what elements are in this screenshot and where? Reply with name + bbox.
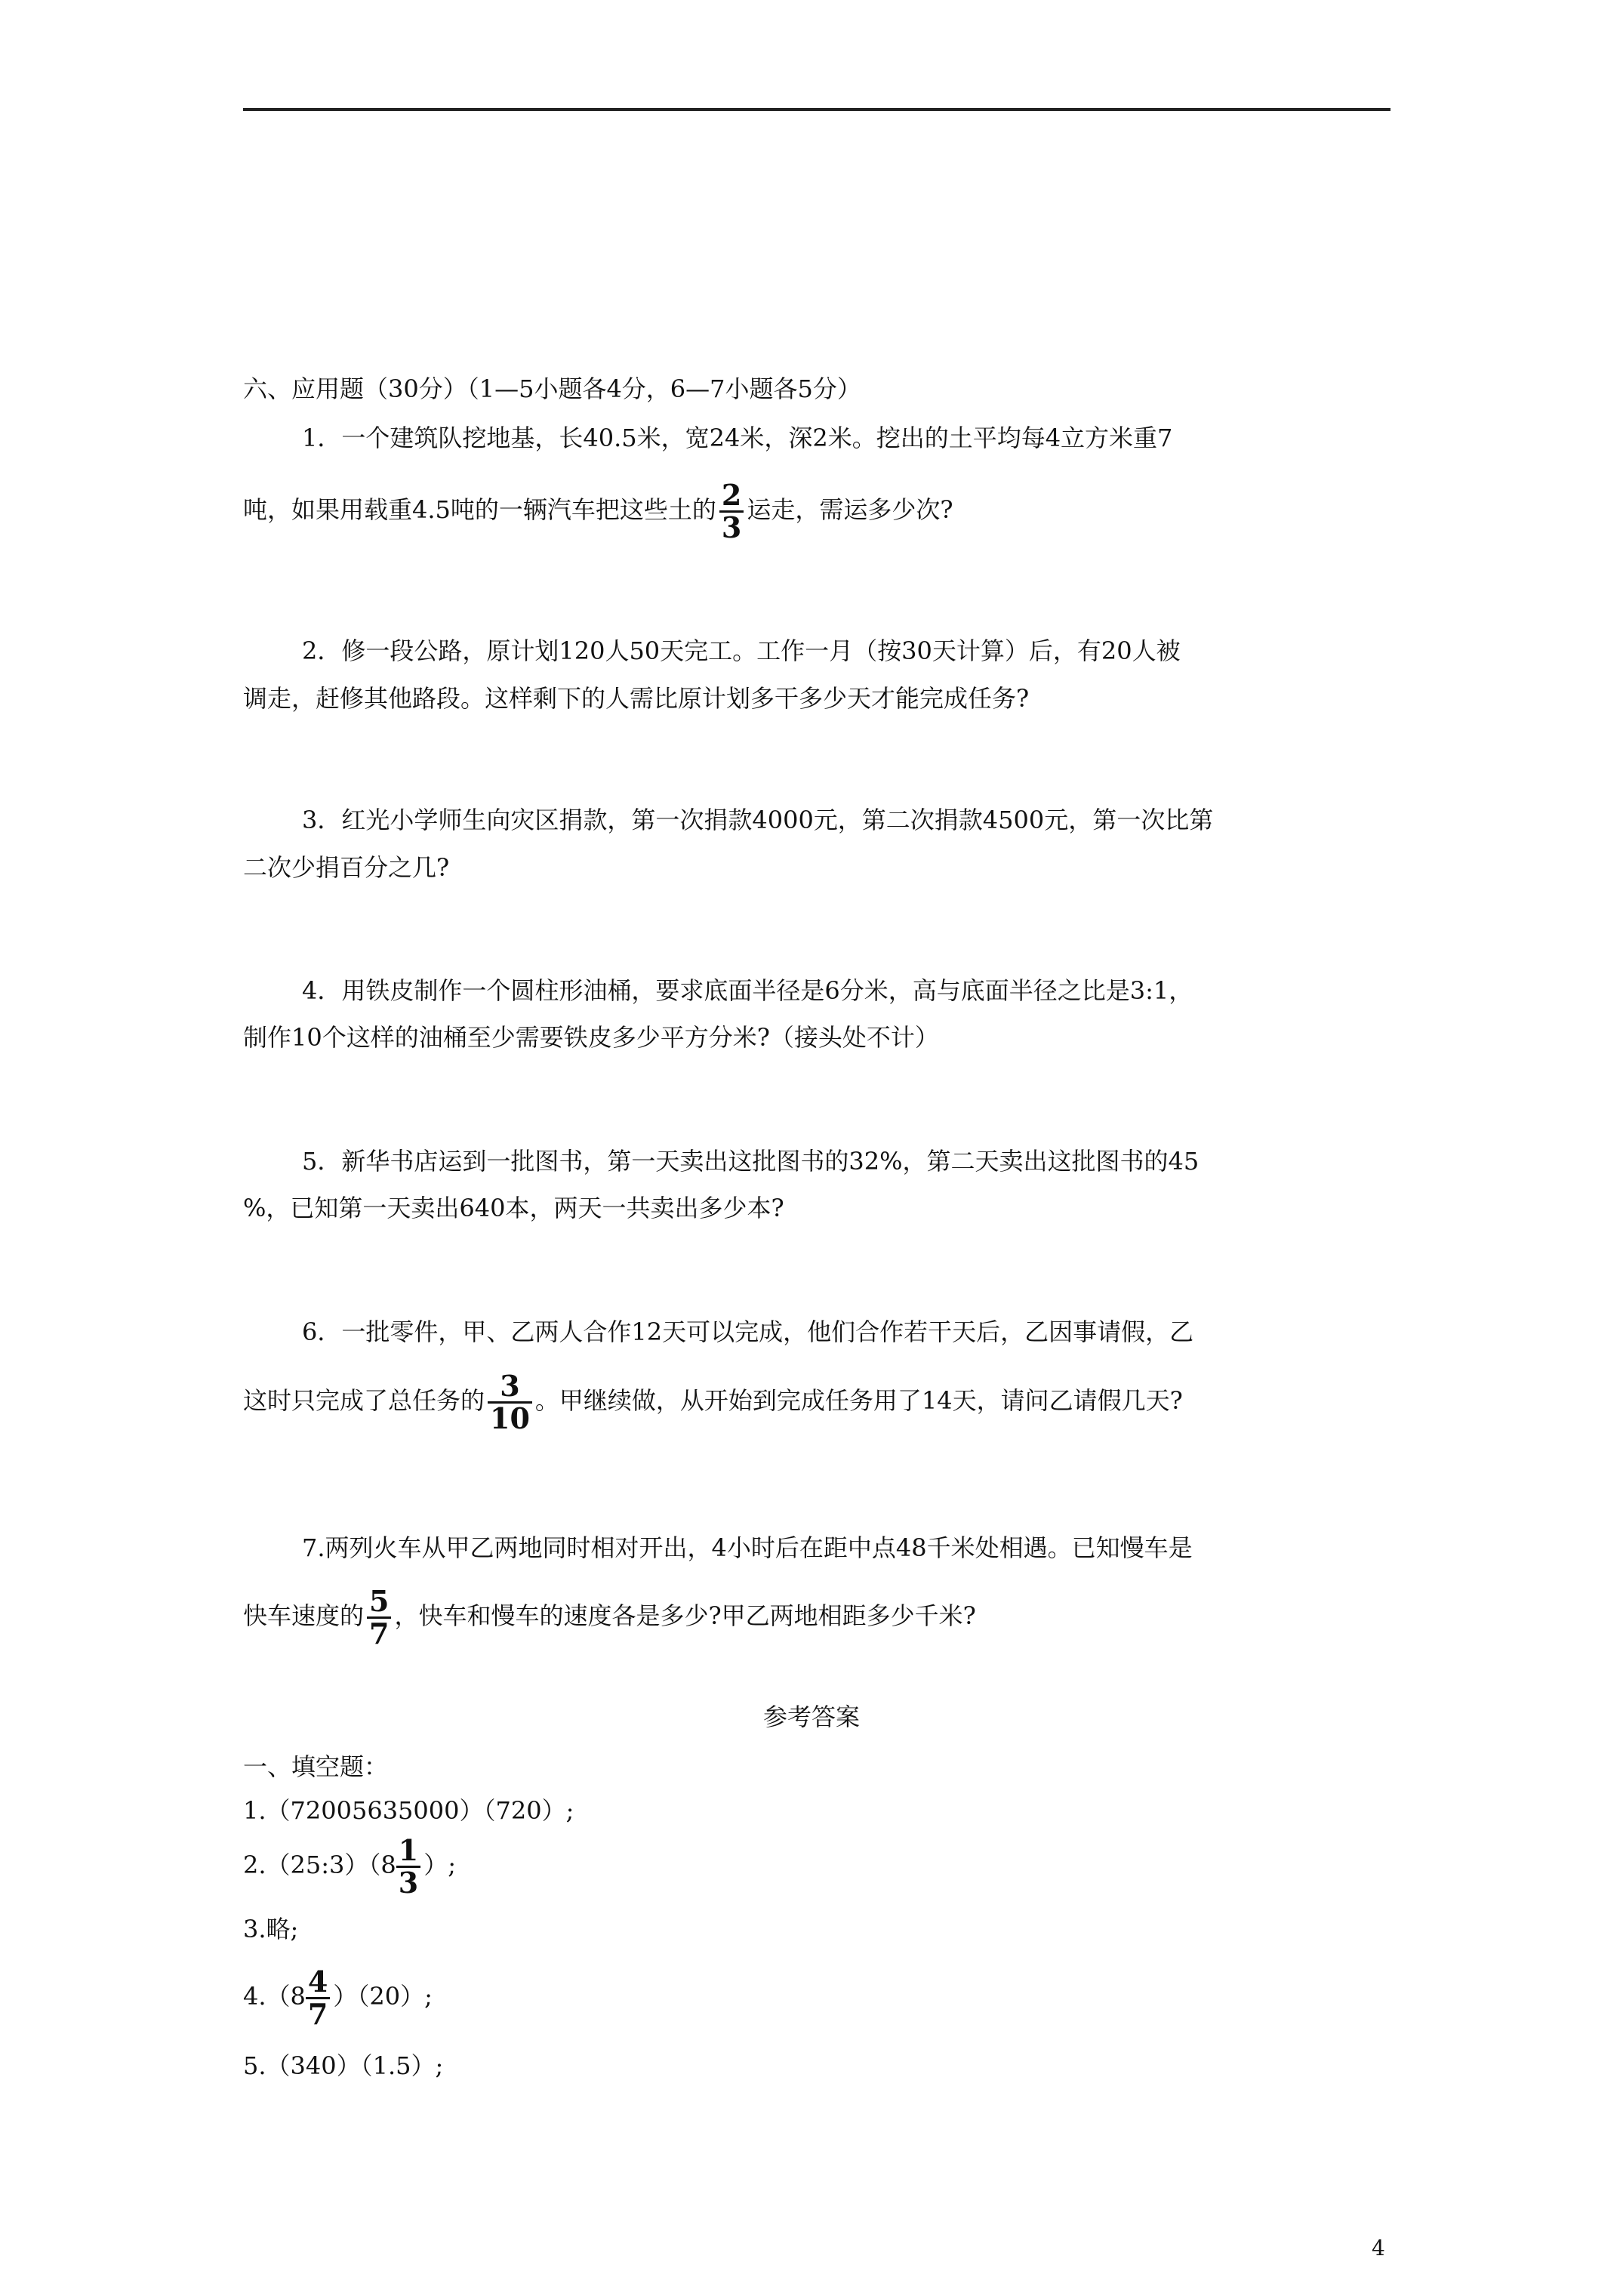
problem-7-line-2	[243, 1578, 976, 1653]
section-heading: 六、应用题（30分）（1—5小题各4分，6—7小题各5分）	[243, 374, 861, 403]
problem-4-line-1: 4．用铁皮制作一个圆柱形油桶，要求底面半径是6分米，高与底面半径之比是3:1，	[302, 976, 1193, 1005]
problem-1-text-end: 运走，需运多少次?	[747, 495, 953, 524]
problem-6-text: 这时只完成了总任务的	[243, 1386, 485, 1415]
answer-2-text-end: ）;	[423, 1851, 457, 1879]
answer-4-text: 4.（8	[243, 1982, 306, 2011]
problem-6-text-end: 。甲继续做，从开始到完成任务用了14天，请问乙请假几天?	[534, 1386, 1183, 1415]
fraction	[719, 480, 744, 543]
fraction	[396, 1835, 420, 1898]
answer-4-text-end: ）（20）;	[333, 1982, 433, 2011]
page-number: 4	[1372, 2236, 1385, 2261]
fraction-numerator: 5	[369, 1584, 390, 1618]
fraction	[367, 1586, 391, 1649]
problem-2-line-2: 调走，赶修其他路段。这样剩下的人需比原计划多干多少天才能完成任务?	[243, 684, 1030, 713]
fraction-denominator: 3	[721, 510, 742, 544]
fraction	[488, 1371, 532, 1434]
answer-2-text: 2.（25:3）（8	[243, 1851, 396, 1879]
fraction-denominator: 7	[307, 1997, 328, 2031]
answer-5: 5.（340）（1.5）;	[243, 2051, 444, 2080]
problem-1-line-2	[243, 472, 953, 547]
problem-1-text: 吨，如果用载重4.5吨的一辆汽车把这些土的	[243, 495, 716, 524]
fraction-numerator: 3	[500, 1369, 520, 1403]
problem-3-line-2: 二次少捐百分之几?	[243, 853, 450, 882]
header-rule	[243, 108, 1390, 111]
problem-3-line-1: 3．红光小学师生向灾区捐款，第一次捐款4000元，第二次捐款4500元，第一次比第	[302, 806, 1214, 834]
fraction	[306, 1967, 330, 2029]
problem-7-line-1: 7.两列火车从甲乙两地同时相对开出，4小时后在距中点48千米处相遇。已知慢车是	[302, 1533, 1193, 1562]
fraction-denominator: 10	[490, 1401, 530, 1435]
problem-2-line-1: 2．修一段公路，原计划120人50天完工。工作一月（按30天计算）后，有20人被	[302, 636, 1181, 665]
problem-4-line-2: 制作10个这样的油桶至少需要铁皮多少平方分米?（接头处不计）	[243, 1023, 939, 1052]
answer-title: 参考答案	[762, 1703, 860, 1731]
answer-4	[243, 1959, 433, 2034]
fraction-numerator: 4	[307, 1965, 328, 1999]
answer-2	[243, 1827, 456, 1903]
problem-7-text-end: ，快车和慢车的速度各是多少?甲乙两地相距多少千米?	[394, 1601, 976, 1630]
answer-3: 3.略;	[243, 1915, 299, 1943]
problem-7-text: 快车速度的	[243, 1601, 365, 1630]
fraction-numerator: 1	[398, 1833, 419, 1867]
problem-5-line-1: 5．新华书店运到一批图书，第一天卖出这批图书的32%，第二天卖出这批图书的45	[302, 1147, 1200, 1176]
answer-1: 1.（72005635000）（720）;	[243, 1796, 574, 1825]
fraction-denominator: 3	[398, 1866, 419, 1900]
problem-6-line-1: 6．一批零件，甲、乙两人合作12天可以完成，他们合作若干天后，乙因事请假，乙	[302, 1318, 1194, 1346]
problem-1-line-1: 1．一个建筑队挖地基，长40.5米，宽24米，深2米。挖出的土平均每4立方米重7	[302, 424, 1173, 452]
fraction-denominator: 7	[369, 1616, 390, 1650]
problem-6-line-2	[243, 1363, 1183, 1438]
problem-5-line-2: %，已知第一天卖出640本，两天一共卖出多少本?	[243, 1194, 784, 1222]
fraction-numerator: 2	[721, 478, 742, 512]
answer-subheading: 一、填空题：	[243, 1752, 389, 1781]
